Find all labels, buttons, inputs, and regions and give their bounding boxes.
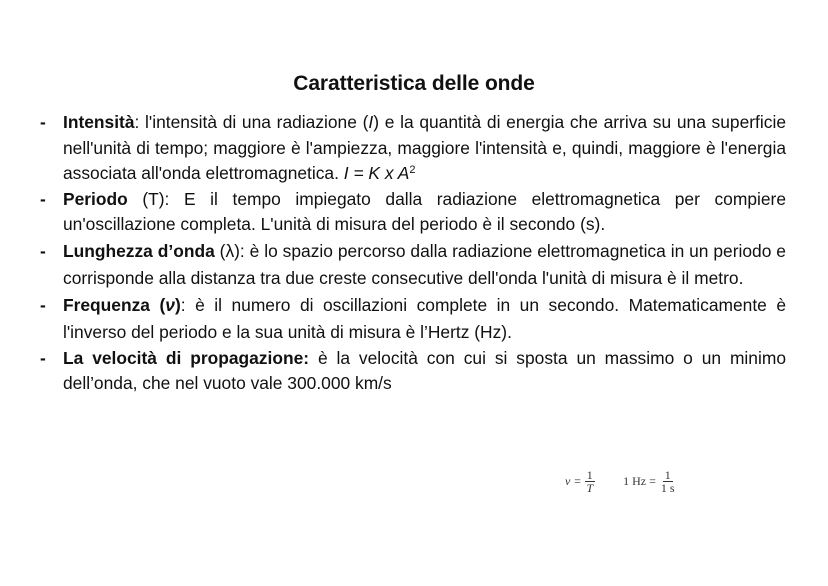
velocity-text: è la velocità con cui si sposta un massimo o un minimo dell’onda, che nel vuoto vale 300.000 km/s xyxy=(63,347,786,393)
list-item-wavelength xyxy=(40,238,786,292)
list-item-intensity xyxy=(40,110,786,187)
period-text: (T): E il tempo impiegato dalla radiazione elettromagnetica per compiere un'oscillazione completa. L'unità di misura del periodo è il secondo (s). xyxy=(63,188,786,234)
wavelength-text: (λ): è lo spazio percorso dalla radiazione elettromagnetica in un periodo e corrisponde alla distanza tra due creste consecutive dell'onda l'unità di misura è il metro. xyxy=(63,240,786,288)
fraction-denominator: 1 s xyxy=(660,481,675,495)
bullet-dash: - xyxy=(40,240,46,261)
formula-frequency xyxy=(565,469,595,494)
fraction-numerator: 1 xyxy=(586,468,593,482)
bullet-dash: - xyxy=(40,112,46,132)
term-intensity: Intensità xyxy=(63,112,135,132)
term-velocity: La velocità di propagazione: xyxy=(63,347,310,368)
intensity-formula: I = K x A xyxy=(343,163,410,183)
fraction xyxy=(584,469,595,494)
bullet-dash: - xyxy=(40,294,46,315)
intensity-text-2: ) e la quantità di energia che arriva su una superficie nell'unità di tempo; maggiore è l'ampiezza, maggiore l'intensità e, quindi, maggiore è l'energia associata all'onda elettromagnetica. xyxy=(63,112,786,183)
term-frequency: Frequenza (ν) xyxy=(63,294,181,315)
formula-hertz xyxy=(623,469,676,494)
formula-lhs: ν = xyxy=(565,474,582,488)
term-period: Periodo xyxy=(63,188,128,209)
frequency-text: : è il numero di oscillazioni complete in un secondo. Matematicamente è l'inverso del periodo e la sua unità di misura è l’Hertz (Hz). xyxy=(63,294,786,342)
bullet-dash: - xyxy=(40,188,46,209)
intensity-text-1: : l'intensità di una radiazione ( xyxy=(134,112,369,132)
list-item-period xyxy=(40,187,786,238)
intensity-symbol: I xyxy=(368,112,374,132)
bullet-dash: - xyxy=(40,347,46,368)
fraction-denominator: T xyxy=(586,481,594,495)
intensity-formula-exponent: 2 xyxy=(409,164,416,176)
term-wavelength: Lunghezza d’onda xyxy=(63,240,215,261)
nu-symbol: ν xyxy=(165,294,175,315)
slide-title: Caratteristica delle onde xyxy=(293,72,535,95)
characteristics-list xyxy=(40,110,786,397)
formulas xyxy=(565,469,677,494)
list-item-frequency xyxy=(40,292,786,346)
formula-lhs: 1 Hz = xyxy=(623,474,656,488)
fraction-numerator: 1 xyxy=(664,468,671,482)
list-item-velocity xyxy=(40,346,786,397)
fraction xyxy=(659,469,677,494)
